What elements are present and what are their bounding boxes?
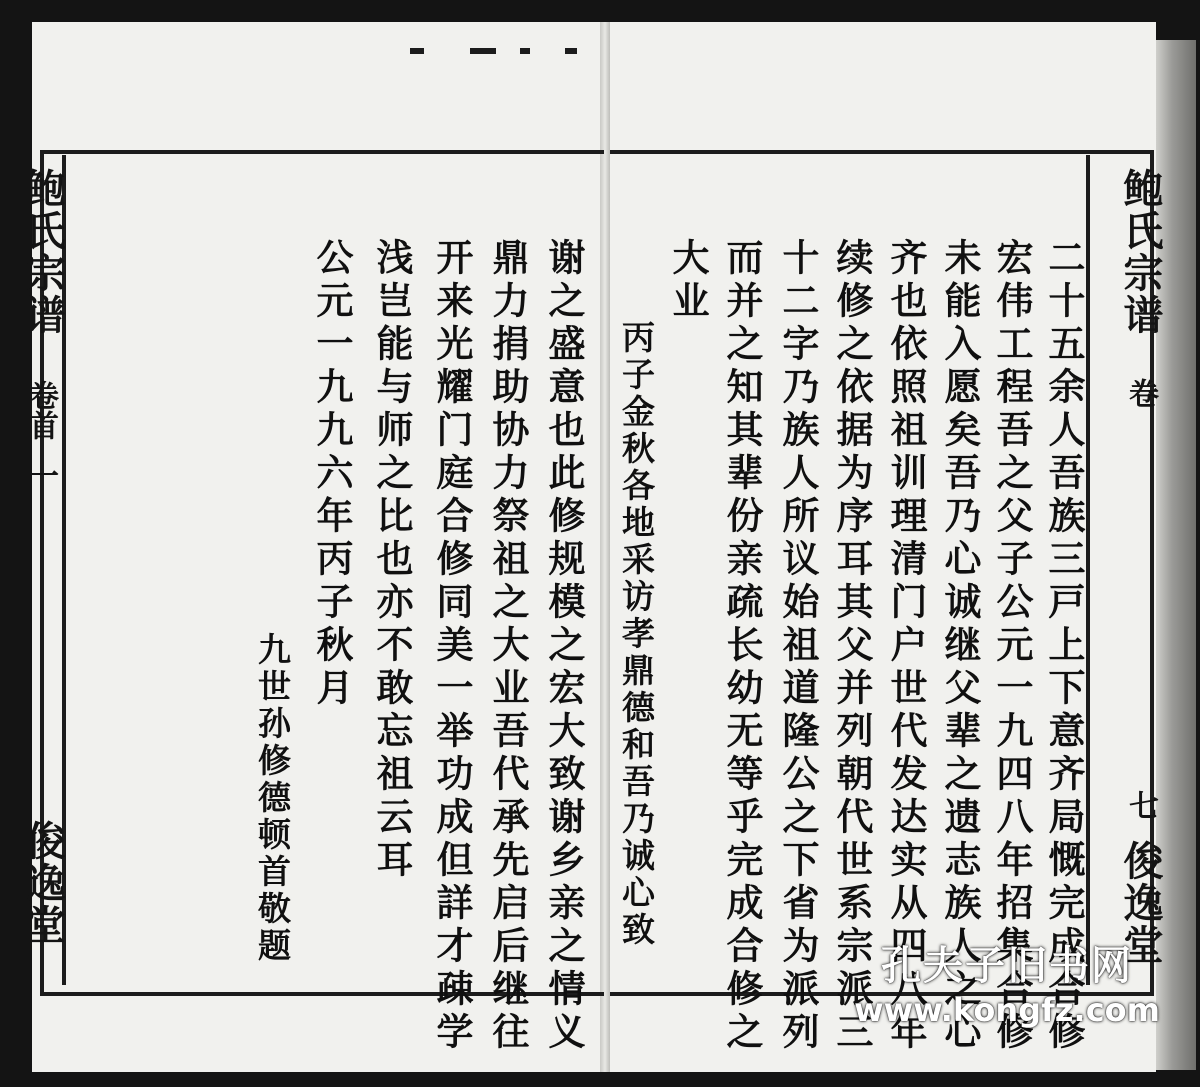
text-column: 开来光耀门庭合修同美一举功成但詳才疎学 <box>430 238 474 1055</box>
text-column: 鼎力捐助协力祭祖之大业吾代承先启后继往 <box>486 238 530 1055</box>
signature: 九世孙修德顿首敬题 <box>253 632 292 965</box>
volume-label-left: 卷首 <box>23 380 58 440</box>
text-column: 而并之知其辈份亲疏长幼无等乎完成合修之 <box>720 238 764 1055</box>
watermark <box>854 934 1160 1029</box>
date-column: 公元一九九六年丙子秋月 <box>310 238 354 711</box>
running-title-right: 鲍氏宗谱 <box>1117 168 1164 336</box>
text-column: 大业 <box>666 238 710 324</box>
text-column: 丙子金秋各地采访孝鼎德和吾乃诚心致 <box>617 320 656 949</box>
text-column: 浅岂能与师之比也亦不敢忘祖云耳 <box>370 238 414 883</box>
running-title-left: 鲍氏宗谱 <box>19 168 66 336</box>
ink-mark <box>565 48 577 54</box>
watermark-url: www.kongfz.com <box>854 991 1160 1029</box>
folio-number: 七 <box>1123 790 1158 820</box>
hall-name-left: 俊逸堂 <box>19 820 66 946</box>
text-column: 续修之依据为序耳其父并列朝代世系宗派三 <box>830 238 874 1055</box>
ink-mark <box>470 48 496 54</box>
text-column: 宏伟工程吾之父子公元一九四八年招集合修 <box>990 238 1034 1055</box>
text-column: 谢之盛意也此修规模之宏大致谢乡亲之情义 <box>542 238 586 1055</box>
text-column: 二十五余人吾族三戸上下意齐局慨完成合修 <box>1042 238 1086 1055</box>
text-column: 十二字乃族人所议始祖道隆公之下省为派列 <box>776 238 820 1055</box>
watermark-text: 孔夫子旧书网 <box>881 943 1134 989</box>
ink-mark <box>520 48 530 54</box>
text-column: 齐也依照祖训理清门户世代发达实从四八年 <box>884 238 928 1055</box>
folio-label-left: 一 <box>23 460 58 490</box>
hall-name-right: 俊逸堂 <box>1117 840 1164 966</box>
text-column: 未能入愿矣吾乃心诚继父辈之遗志族人之心 <box>938 238 982 1055</box>
ink-mark <box>410 48 424 54</box>
volume-label-right: 卷 <box>1123 378 1158 408</box>
